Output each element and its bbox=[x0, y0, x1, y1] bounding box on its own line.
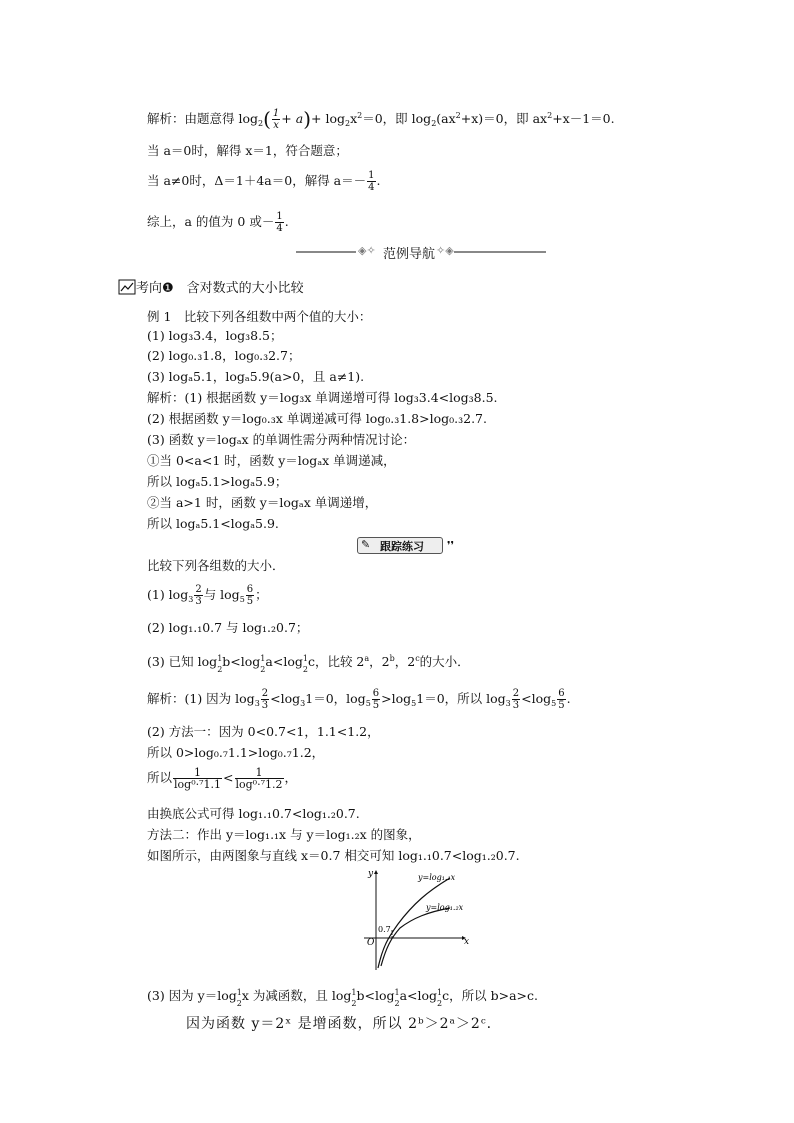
banner-title: 范例导航 bbox=[383, 247, 436, 262]
practice-line: (3) 因为 $y=\log^1$ 2 x 为减函数，且 $\log^1$ 2 $b<\log^1$ 2 $a<\log^1$ 2 c，所以 b>a>c. bbox=[147, 988, 538, 1008]
practice-badge: ✎ 跟踪练习 ❜❜ bbox=[357, 537, 461, 553]
example-line: (3) logₐ5.1，logₐ5.9(a>0，且 a≠1). bbox=[147, 369, 365, 384]
example-line: (1) log₃3.4，log₃8.5； bbox=[147, 328, 283, 343]
practice-line: (3) 已知 $\log^1$ 2 $b<\log^1$ 2 $a<\log^1$ 2 c，比较 2$^a$，2$^b$，2$^c$的大小． bbox=[147, 654, 470, 674]
example-line: (2) log₀.₃1.8，log₀.₃2.7； bbox=[147, 348, 301, 363]
practice-line: 所以 $\frac{1}{\text{log⁰·⁷1.1}}$ < $\frac{1}{\text{log⁰·⁷1.2}}$ ， bbox=[147, 766, 298, 791]
ornament-icon: ✧◈ bbox=[436, 244, 454, 257]
intro-line-3: 当 a≠0时，Δ＝1＋4a＝0，解得 a＝－ $\frac{1}{4}$ . bbox=[147, 170, 381, 193]
example-line: 所以 logₐ5.1>logₐ5.9； bbox=[147, 474, 288, 489]
x-axis-label: x bbox=[464, 937, 470, 947]
intro-line-2: 当 a＝0时，解得 x＝1，符合题意； bbox=[147, 143, 348, 158]
ornament-icon: ◈✧ bbox=[358, 244, 376, 257]
practice-line: 比较下列各组数的大小． bbox=[147, 558, 285, 573]
example-line: ①当 0<a<1 时，函数 y＝logₐx 单调递减， bbox=[147, 453, 396, 468]
example-line: 例 1 比较下列各组数中两个值的大小： bbox=[147, 309, 372, 324]
practice-line: 解析：(1) 因为 $\log_3$ $\frac{2}{3}$ $<\log_31=0$，$\log_5$ $\frac{6}{5}$ $>\log_51=0$，所以 $\log_3$ $\frac{2}{3}$ $<\log_5$ $\frac{6}{5}$ . bbox=[147, 688, 571, 711]
example-line: 所以 logₐ5.1<logₐ5.9. bbox=[147, 516, 279, 531]
trend-icon bbox=[118, 279, 136, 295]
example-line: (2) 根据函数 y＝log₀.₃x 单调递减可得 log₀.₃1.8>log₀.₃2.7. bbox=[147, 411, 487, 426]
curve-log-1.2 bbox=[381, 908, 450, 966]
section-banner bbox=[296, 243, 546, 261]
intro-line-1: 解析：由题意得 $\log_2$( $\frac{1}{x}$ + $a)+ \log_2x^2=0$，即 $\log_2(ax^2+x)=0$，即 $ax^2+x-1=0$. bbox=[147, 107, 615, 131]
notepad-icon: ✎ bbox=[361, 538, 371, 551]
origin-label: O bbox=[367, 938, 375, 948]
log-graph bbox=[358, 866, 478, 971]
footprint-icon: ❜❜ bbox=[447, 539, 455, 552]
practice-line: 所以 0>log₀.₇1.1>log₀.₇1.2， bbox=[147, 745, 325, 760]
practice-line: 方法二：作出 y＝log₁.₁x 与 y＝log₁.₂x 的图象， bbox=[147, 827, 421, 842]
practice-line: 如图所示，由两图象与直线 x＝0.7 相交可知 log₁.₁0.7<log₁.₂0.7. bbox=[147, 848, 520, 863]
section-title: 考向❶ 含对数式的大小比较 bbox=[118, 277, 304, 296]
example-line: (3) 函数 y＝logₐx 的单调性需分两种情况讨论： bbox=[147, 432, 416, 447]
y-axis-label: y bbox=[368, 869, 374, 879]
tick-label: 0.7 bbox=[378, 925, 391, 934]
practice-line: (1) $\log_3$ $\frac{2}{3}$ 与 $\log_5$ $\frac{6}{5}$ ； bbox=[147, 584, 268, 607]
curve2-label: y=log₁.₂x bbox=[426, 903, 464, 912]
example-line: ②当 a>1 时，函数 y＝logₐx 单调递增， bbox=[147, 495, 378, 510]
example-line: 解析：(1) 根据函数 y＝log₃x 单调递增可得 log₃3.4<log₃8.5. bbox=[147, 390, 498, 405]
curve1-label: y=log₁.₁x bbox=[418, 873, 456, 882]
practice-line: (2) log₁.₁0.7 与 log₁.₂0.7； bbox=[147, 620, 309, 635]
intro-line-4: 综上，a 的值为 0 或－ $\frac{1}{4}$ . bbox=[147, 211, 289, 234]
practice-line: (2) 方法一：因为 0<0.7<1，1.1<1.2， bbox=[147, 724, 380, 739]
practice-line: 由换底公式可得 log₁.₁0.7<log₁.₂0.7. bbox=[147, 806, 360, 821]
curve-log-1.1 bbox=[378, 878, 450, 968]
practice-line-last: 因为函数 y＝2ˣ 是增函数，所以 2ᵇ＞2ᵃ＞2ᶜ. bbox=[186, 1016, 493, 1032]
